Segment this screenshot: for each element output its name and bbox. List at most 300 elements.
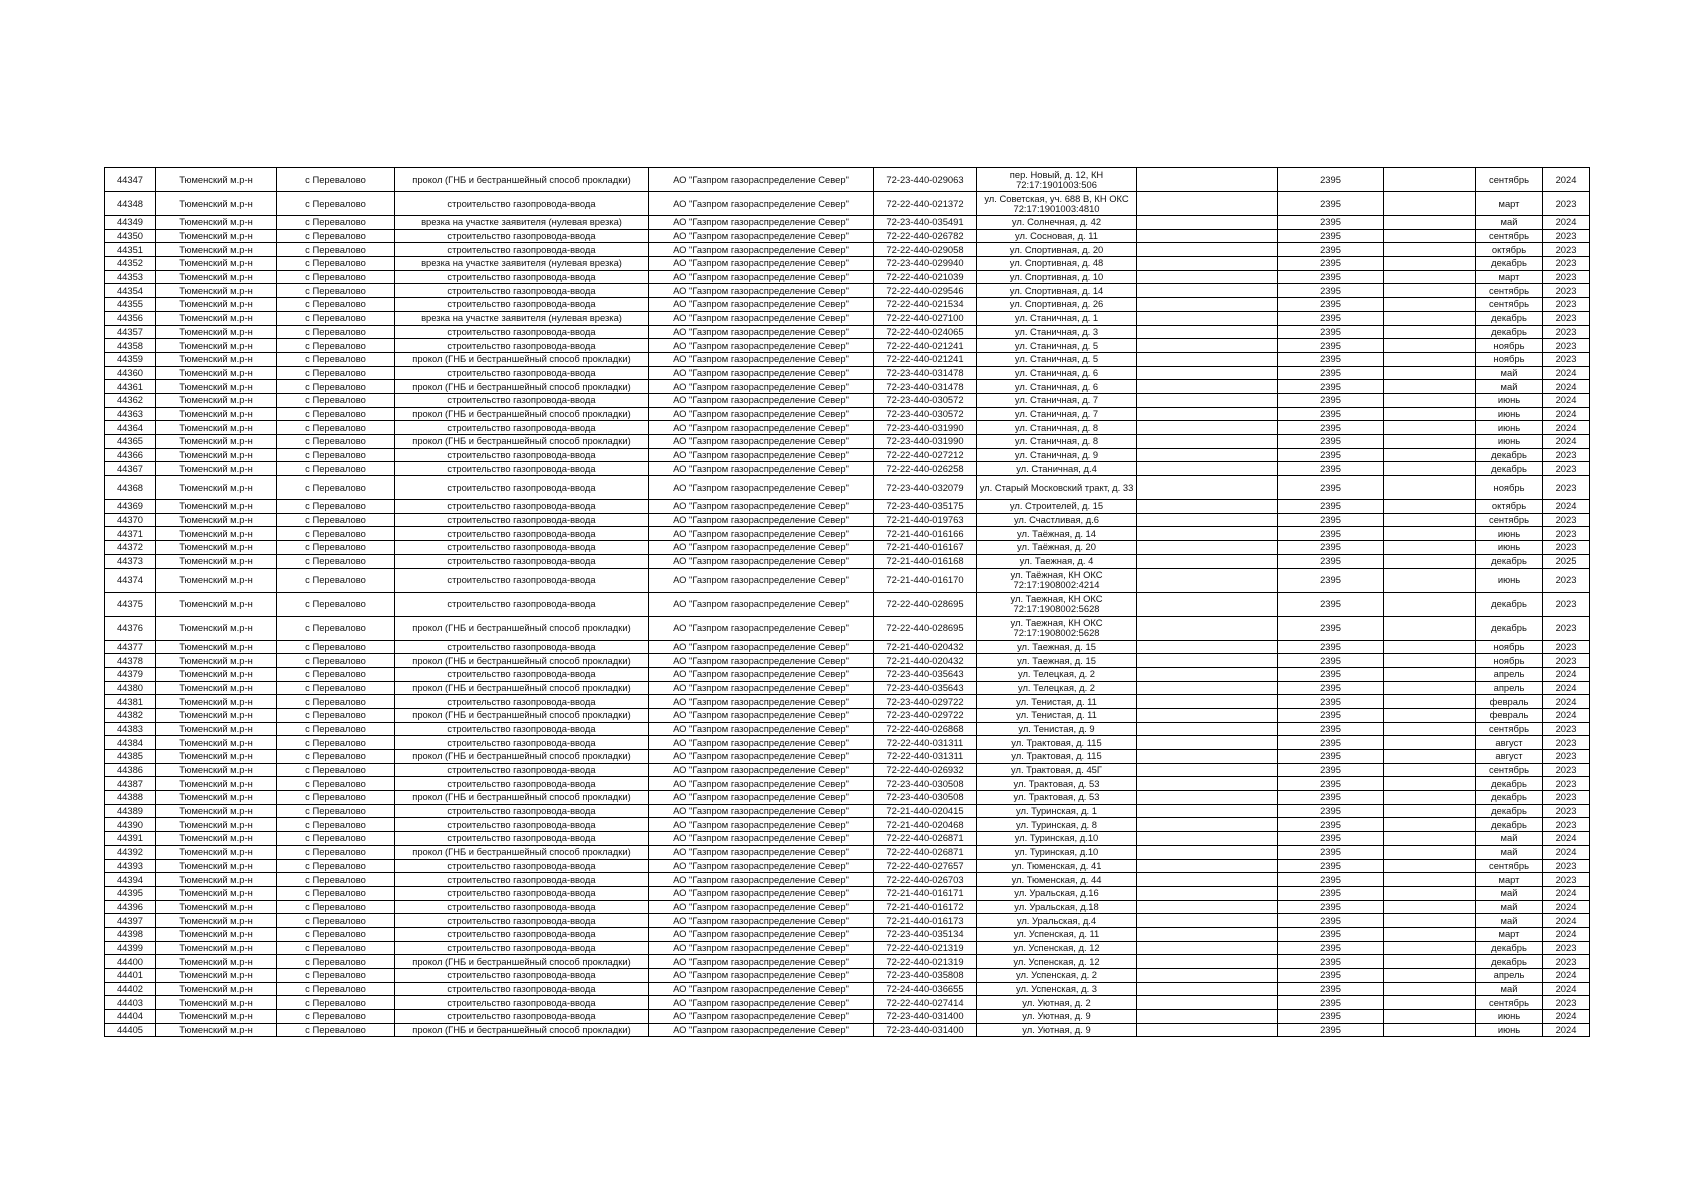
month-cell: сентябрь [1476,996,1543,1010]
settlement-cell: с Перевалово [277,435,395,449]
month-cell: сентябрь [1476,168,1543,192]
organization-cell: АО "Газпром газораспределение Север" [649,421,874,435]
empty-column-cell [1137,592,1278,616]
cost-cell: 2395 [1278,284,1384,298]
empty-column-cell [1384,568,1476,592]
month-cell: декабрь [1476,818,1543,832]
application-number-cell: 72-23-440-031478 [874,366,977,380]
month-cell: апрель [1476,681,1543,695]
year-cell: 2023 [1543,352,1590,366]
year-cell: 2024 [1543,500,1590,514]
district-cell: Тюменский м.р-н [156,554,277,568]
row-number-cell: 44395 [105,886,156,900]
organization-cell: АО "Газпром газораспределение Север" [649,777,874,791]
year-cell: 2023 [1543,284,1590,298]
year-cell: 2023 [1543,640,1590,654]
district-cell: Тюменский м.р-н [156,654,277,668]
settlement-cell: с Перевалово [277,393,395,407]
empty-column-cell [1384,777,1476,791]
cost-cell: 2395 [1278,955,1384,969]
month-cell: март [1476,873,1543,887]
work-type-cell: строительство газопровода-ввода [395,421,649,435]
empty-column-cell [1137,311,1278,325]
address-cell: ул. Таежная, д. 15 [977,640,1137,654]
year-cell: 2024 [1543,216,1590,230]
organization-cell: АО "Газпром газораспределение Север" [649,554,874,568]
address-cell: ул. Таежная, КН ОКС 72:17:1908002:5628 [977,592,1137,616]
cost-cell: 2395 [1278,845,1384,859]
year-cell: 2023 [1543,339,1590,353]
organization-cell: АО "Газпром газораспределение Север" [649,339,874,353]
month-cell: октябрь [1476,500,1543,514]
table-row [105,736,1590,750]
district-cell: Тюменский м.р-н [156,407,277,421]
address-cell: ул. Успенская, д. 12 [977,941,1137,955]
month-cell: ноябрь [1476,640,1543,654]
empty-column-cell [1384,380,1476,394]
empty-column-cell [1384,592,1476,616]
organization-cell: АО "Газпром газораспределение Север" [649,527,874,541]
empty-column-cell [1384,996,1476,1010]
district-cell: Тюменский м.р-н [156,1023,277,1037]
row-number-cell: 44379 [105,667,156,681]
application-number-cell: 72-22-440-027100 [874,311,977,325]
settlement-cell: с Перевалово [277,500,395,514]
settlement-cell: с Перевалово [277,996,395,1010]
row-number-cell: 44386 [105,763,156,777]
organization-cell: АО "Газпром газораспределение Север" [649,941,874,955]
organization-cell: АО "Газпром газораспределение Север" [649,695,874,709]
year-cell: 2024 [1543,380,1590,394]
empty-column-cell [1137,667,1278,681]
application-number-cell: 72-22-440-029058 [874,243,977,257]
row-number-cell: 44348 [105,192,156,216]
row-number-cell: 44381 [105,695,156,709]
settlement-cell: с Перевалово [277,695,395,709]
year-cell: 2023 [1543,298,1590,312]
address-cell: ул. Тюменская, д. 41 [977,859,1137,873]
work-type-cell: строительство газопровода-ввода [395,886,649,900]
year-cell: 2024 [1543,393,1590,407]
cost-cell: 2395 [1278,216,1384,230]
address-cell: ул. Таёжная, д. 14 [977,527,1137,541]
empty-column-cell [1137,216,1278,230]
organization-cell: АО "Газпром газораспределение Север" [649,791,874,805]
year-cell: 2023 [1543,448,1590,462]
empty-column-cell [1384,859,1476,873]
year-cell: 2024 [1543,407,1590,421]
work-type-cell: строительство газопровода-ввода [395,996,649,1010]
cost-cell: 2395 [1278,859,1384,873]
table-row [105,818,1590,832]
address-cell: ул. Станичная, д. 6 [977,380,1137,394]
year-cell: 2023 [1543,791,1590,805]
empty-column-cell [1137,818,1278,832]
settlement-cell: с Перевалово [277,168,395,192]
month-cell: декабрь [1476,955,1543,969]
work-type-cell: строительство газопровода-ввода [395,527,649,541]
cost-cell: 2395 [1278,667,1384,681]
settlement-cell: с Перевалово [277,311,395,325]
address-cell: ул. Уютная, д. 2 [977,996,1137,1010]
application-number-cell: 72-23-440-035491 [874,216,977,230]
work-type-cell: прокол (ГНБ и бестраншейный способ прокладки) [395,681,649,695]
address-cell: ул. Таежная, д. 4 [977,554,1137,568]
cost-cell: 2395 [1278,969,1384,983]
cost-cell: 2395 [1278,462,1384,476]
settlement-cell: с Перевалово [277,527,395,541]
organization-cell: АО "Газпром газораспределение Север" [649,366,874,380]
row-number-cell: 44388 [105,791,156,805]
year-cell: 2024 [1543,1010,1590,1024]
application-number-cell: 72-22-440-031311 [874,750,977,764]
row-number-cell: 44359 [105,352,156,366]
settlement-cell: с Перевалово [277,421,395,435]
district-cell: Тюменский м.р-н [156,750,277,764]
district-cell: Тюменский м.р-н [156,592,277,616]
month-cell: ноябрь [1476,476,1543,500]
month-cell: сентябрь [1476,284,1543,298]
settlement-cell: с Перевалово [277,900,395,914]
month-cell: июнь [1476,1023,1543,1037]
cost-cell: 2395 [1278,527,1384,541]
row-number-cell: 44366 [105,448,156,462]
application-number-cell: 72-22-440-027657 [874,859,977,873]
empty-column-cell [1384,616,1476,640]
month-cell: август [1476,736,1543,750]
work-type-cell: прокол (ГНБ и бестраншейный способ прокладки) [395,435,649,449]
work-type-cell: строительство газопровода-ввода [395,298,649,312]
row-number-cell: 44351 [105,243,156,257]
district-cell: Тюменский м.р-н [156,616,277,640]
empty-column-cell [1137,722,1278,736]
settlement-cell: с Перевалово [277,804,395,818]
work-type-cell: прокол (ГНБ и бестраншейный способ прокладки) [395,708,649,722]
district-cell: Тюменский м.р-н [156,804,277,818]
address-cell: ул. Старый Московский тракт, д. 33 [977,476,1137,500]
settlement-cell: с Перевалово [277,845,395,859]
address-cell: ул. Станичная, д. 3 [977,325,1137,339]
district-cell: Тюменский м.р-н [156,818,277,832]
row-number-cell: 44398 [105,927,156,941]
application-number-cell: 72-22-440-021534 [874,298,977,312]
table-row [105,500,1590,514]
empty-column-cell [1384,192,1476,216]
table-row [105,900,1590,914]
work-type-cell: строительство газопровода-ввода [395,695,649,709]
table-row [105,168,1590,192]
month-cell: декабрь [1476,941,1543,955]
year-cell: 2024 [1543,1023,1590,1037]
table-row [105,941,1590,955]
row-number-cell: 44396 [105,900,156,914]
table-row [105,243,1590,257]
table-row [105,513,1590,527]
organization-cell: АО "Газпром газораспределение Север" [649,654,874,668]
work-type-cell: строительство газопровода-ввода [395,339,649,353]
organization-cell: АО "Газпром газораспределение Север" [649,568,874,592]
settlement-cell: с Перевалово [277,448,395,462]
organization-cell: АО "Газпром газораспределение Север" [649,168,874,192]
empty-column-cell [1137,969,1278,983]
address-cell: ул. Туринская, д. 8 [977,818,1137,832]
settlement-cell: с Перевалово [277,366,395,380]
address-cell: ул. Туринская, д.10 [977,832,1137,846]
empty-column-cell [1384,298,1476,312]
month-cell: сентябрь [1476,722,1543,736]
cost-cell: 2395 [1278,616,1384,640]
cost-cell: 2395 [1278,982,1384,996]
empty-column-cell [1384,763,1476,777]
empty-column-cell [1384,393,1476,407]
month-cell: сентябрь [1476,763,1543,777]
district-cell: Тюменский м.р-н [156,777,277,791]
settlement-cell: с Перевалово [277,722,395,736]
table-row [105,448,1590,462]
cost-cell: 2395 [1278,791,1384,805]
row-number-cell: 44391 [105,832,156,846]
month-cell: ноябрь [1476,352,1543,366]
settlement-cell: с Перевалово [277,257,395,271]
empty-column-cell [1384,325,1476,339]
empty-column-cell [1137,791,1278,805]
organization-cell: АО "Газпром газораспределение Север" [649,325,874,339]
work-type-cell: строительство газопровода-ввода [395,969,649,983]
organization-cell: АО "Газпром газораспределение Север" [649,500,874,514]
work-type-cell: врезка на участке заявителя (нулевая врезка) [395,257,649,271]
month-cell: июнь [1476,407,1543,421]
organization-cell: АО "Газпром газораспределение Север" [649,722,874,736]
empty-column-cell [1384,462,1476,476]
table-row [105,1023,1590,1037]
table-row [105,982,1590,996]
address-cell: ул. Счастливая, д.6 [977,513,1137,527]
month-cell: декабрь [1476,554,1543,568]
application-number-cell: 72-23-440-029940 [874,257,977,271]
cost-cell: 2395 [1278,513,1384,527]
work-type-cell: врезка на участке заявителя (нулевая врезка) [395,216,649,230]
district-cell: Тюменский м.р-н [156,722,277,736]
address-cell: ул. Станичная, д. 7 [977,393,1137,407]
year-cell: 2023 [1543,654,1590,668]
empty-column-cell [1384,257,1476,271]
year-cell: 2023 [1543,736,1590,750]
empty-column-cell [1137,270,1278,284]
empty-column-cell [1137,750,1278,764]
settlement-cell: с Перевалово [277,568,395,592]
table-row [105,541,1590,555]
organization-cell: АО "Газпром газораспределение Север" [649,448,874,462]
table-row [105,527,1590,541]
empty-column-cell [1137,941,1278,955]
application-number-cell: 72-22-440-026871 [874,845,977,859]
year-cell: 2023 [1543,873,1590,887]
empty-column-cell [1384,476,1476,500]
district-cell: Тюменский м.р-н [156,192,277,216]
district-cell: Тюменский м.р-н [156,1010,277,1024]
cost-cell: 2395 [1278,243,1384,257]
address-cell: ул. Успенская, д. 2 [977,969,1137,983]
empty-column-cell [1137,500,1278,514]
application-number-cell: 72-21-440-016173 [874,914,977,928]
month-cell: июнь [1476,527,1543,541]
empty-column-cell [1384,941,1476,955]
application-number-cell: 72-22-440-026868 [874,722,977,736]
district-cell: Тюменский м.р-н [156,462,277,476]
table-body [105,168,1590,1037]
empty-column-cell [1384,1023,1476,1037]
table-row [105,380,1590,394]
address-cell: ул. Сосновая, д. 11 [977,229,1137,243]
table-row [105,352,1590,366]
work-type-cell: строительство газопровода-ввода [395,243,649,257]
work-type-cell: строительство газопровода-ввода [395,592,649,616]
settlement-cell: с Перевалово [277,886,395,900]
empty-column-cell [1137,736,1278,750]
row-number-cell: 44402 [105,982,156,996]
table-row [105,257,1590,271]
work-type-cell: строительство газопровода-ввода [395,568,649,592]
month-cell: сентябрь [1476,229,1543,243]
application-number-cell: 72-21-440-016168 [874,554,977,568]
organization-cell: АО "Газпром газораспределение Север" [649,616,874,640]
address-cell: ул. Спортивная, д. 14 [977,284,1137,298]
empty-column-cell [1384,243,1476,257]
address-cell: ул. Трактовая, д. 115 [977,736,1137,750]
application-number-cell: 72-23-440-030508 [874,791,977,805]
organization-cell: АО "Газпром газораспределение Север" [649,804,874,818]
cost-cell: 2395 [1278,421,1384,435]
cost-cell: 2395 [1278,900,1384,914]
empty-column-cell [1137,804,1278,818]
empty-column-cell [1137,298,1278,312]
row-number-cell: 44394 [105,873,156,887]
table-row [105,284,1590,298]
district-cell: Тюменский м.р-н [156,568,277,592]
table-row [105,777,1590,791]
empty-column-cell [1137,393,1278,407]
work-type-cell: строительство газопровода-ввода [395,640,649,654]
application-number-cell: 72-23-440-035134 [874,927,977,941]
empty-column-cell [1137,616,1278,640]
address-cell: ул. Тенистая, д. 11 [977,695,1137,709]
month-cell: май [1476,216,1543,230]
row-number-cell: 44363 [105,407,156,421]
settlement-cell: с Перевалово [277,818,395,832]
year-cell: 2024 [1543,900,1590,914]
cost-cell: 2395 [1278,914,1384,928]
empty-column-cell [1137,777,1278,791]
table-row [105,722,1590,736]
address-cell: ул. Станичная, д. 6 [977,366,1137,380]
settlement-cell: с Перевалово [277,914,395,928]
year-cell: 2023 [1543,750,1590,764]
application-number-cell: 72-22-440-028695 [874,616,977,640]
row-number-cell: 44376 [105,616,156,640]
row-number-cell: 44352 [105,257,156,271]
address-cell: ул. Таежная, КН ОКС 72:17:1908002:5628 [977,616,1137,640]
district-cell: Тюменский м.р-н [156,513,277,527]
organization-cell: АО "Газпром газораспределение Север" [649,407,874,421]
table-row [105,681,1590,695]
settlement-cell: с Перевалово [277,667,395,681]
application-number-cell: 72-24-440-036655 [874,982,977,996]
month-cell: декабрь [1476,325,1543,339]
address-cell: ул. Таёжная, д. 20 [977,541,1137,555]
empty-column-cell [1137,955,1278,969]
empty-column-cell [1137,407,1278,421]
year-cell: 2023 [1543,568,1590,592]
month-cell: май [1476,845,1543,859]
empty-column-cell [1137,421,1278,435]
settlement-cell: с Перевалово [277,654,395,668]
empty-column-cell [1137,681,1278,695]
district-cell: Тюменский м.р-н [156,845,277,859]
row-number-cell: 44368 [105,476,156,500]
row-number-cell: 44356 [105,311,156,325]
district-cell: Тюменский м.р-н [156,325,277,339]
work-type-cell: строительство газопровода-ввода [395,500,649,514]
table-row [105,270,1590,284]
table-row [105,763,1590,777]
settlement-cell: с Перевалово [277,777,395,791]
cost-cell: 2395 [1278,541,1384,555]
cost-cell: 2395 [1278,654,1384,668]
cost-cell: 2395 [1278,818,1384,832]
cost-cell: 2395 [1278,886,1384,900]
year-cell: 2024 [1543,832,1590,846]
row-number-cell: 44401 [105,969,156,983]
organization-cell: АО "Газпром газораспределение Север" [649,311,874,325]
row-number-cell: 44371 [105,527,156,541]
row-number-cell: 44367 [105,462,156,476]
settlement-cell: с Перевалово [277,708,395,722]
application-number-cell: 72-23-440-029063 [874,168,977,192]
settlement-cell: с Перевалово [277,192,395,216]
empty-column-cell [1137,982,1278,996]
empty-column-cell [1137,284,1278,298]
settlement-cell: с Перевалово [277,736,395,750]
application-number-cell: 72-23-440-035643 [874,667,977,681]
empty-column-cell [1137,448,1278,462]
organization-cell: АО "Газпром газораспределение Север" [649,257,874,271]
address-cell: ул. Трактовая, д. 115 [977,750,1137,764]
work-type-cell: строительство газопровода-ввода [395,763,649,777]
cost-cell: 2395 [1278,763,1384,777]
year-cell: 2024 [1543,845,1590,859]
row-number-cell: 44370 [105,513,156,527]
cost-cell: 2395 [1278,640,1384,654]
empty-column-cell [1137,886,1278,900]
district-cell: Тюменский м.р-н [156,168,277,192]
cost-cell: 2395 [1278,407,1384,421]
row-number-cell: 44361 [105,380,156,394]
settlement-cell: с Перевалово [277,339,395,353]
district-cell: Тюменский м.р-н [156,298,277,312]
district-cell: Тюменский м.р-н [156,366,277,380]
district-cell: Тюменский м.р-н [156,681,277,695]
settlement-cell: с Перевалово [277,832,395,846]
district-cell: Тюменский м.р-н [156,476,277,500]
organization-cell: АО "Газпром газораспределение Север" [649,832,874,846]
district-cell: Тюменский м.р-н [156,708,277,722]
application-number-cell: 72-23-440-031990 [874,421,977,435]
empty-column-cell [1137,192,1278,216]
table-row [105,192,1590,216]
empty-column-cell [1384,818,1476,832]
year-cell: 2024 [1543,886,1590,900]
application-number-cell: 72-22-440-024065 [874,325,977,339]
